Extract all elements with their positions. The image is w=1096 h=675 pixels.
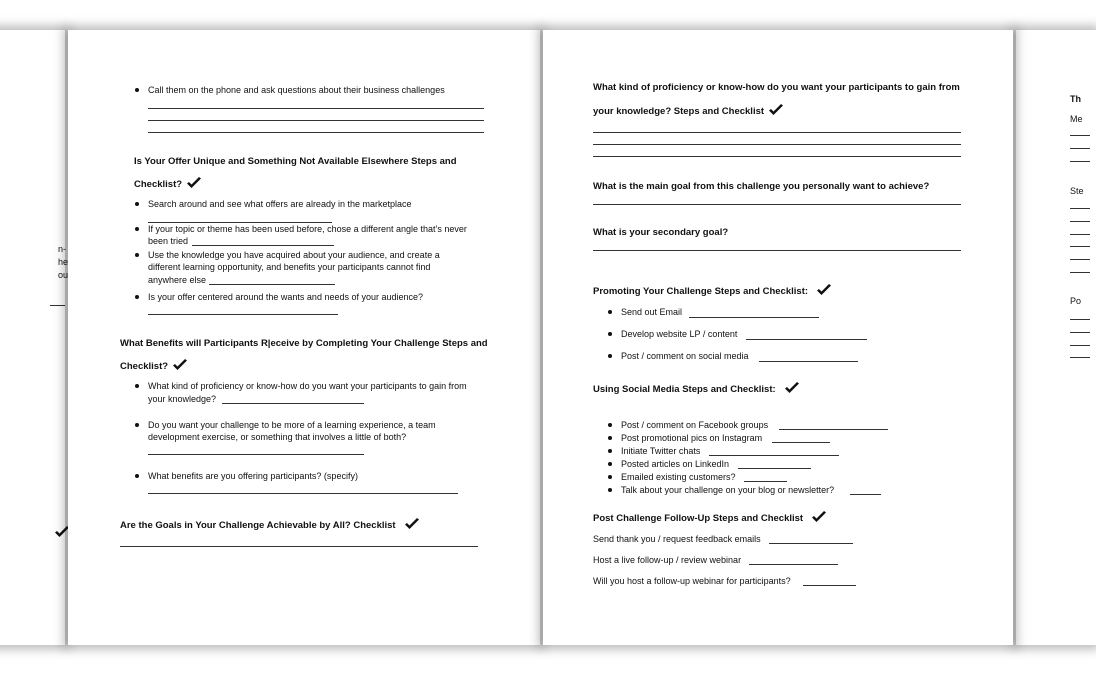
bullet-item: Post / comment on social media [621, 351, 749, 361]
bullet-item: Search around and see what offers are already in the marketplace [148, 199, 412, 209]
page-fragment: Po [1070, 296, 1082, 306]
checkmark-icon [784, 382, 800, 394]
fill-line [593, 144, 961, 145]
section-heading [593, 284, 832, 298]
checklist-item: Will you host a follow-up webinar for participants? [593, 576, 791, 586]
fill-line [689, 317, 819, 318]
bullet-continuation: your knowledge? [148, 394, 217, 404]
bullet-continuation: anywhere else [148, 275, 207, 285]
section-heading-text: Post Challenge Follow-Up Steps and Checklist [593, 513, 804, 524]
fill-line [1070, 272, 1090, 273]
bullet-continuation: development exercise, or something that involves a little of both? [148, 432, 407, 442]
fill-line [120, 546, 478, 547]
fill-line [1070, 246, 1090, 247]
fill-line [148, 493, 458, 494]
fill-line [593, 250, 961, 251]
fill-line [192, 245, 334, 246]
fill-line [850, 494, 881, 495]
fill-line [772, 442, 830, 443]
fill-line [148, 120, 484, 121]
section-heading [593, 382, 800, 396]
fill-line [1070, 161, 1090, 162]
bullet-item: Use the knowledge you have acquired about your audience, and create a [148, 250, 440, 260]
fill-line [148, 132, 484, 133]
checkmark-icon [768, 104, 784, 116]
question-heading: What kind of proficiency or know-how do you want your participants to gain from [593, 82, 960, 93]
fill-line [738, 468, 811, 469]
question-heading [593, 104, 784, 118]
section-heading: What Benefits will Participants R|eceive by Completing Your Challenge Steps and [120, 338, 488, 349]
checkmark-icon [811, 511, 827, 523]
bullet-item: Is your offer centered around the wants and needs of your audience? [148, 292, 424, 302]
section-heading [593, 511, 827, 525]
bullet-item: Post promotional pics on Instagram [621, 433, 763, 443]
fill-line [1070, 221, 1090, 222]
checklist-item: Host a live follow-up / review webinar [593, 555, 742, 565]
section-heading [134, 177, 202, 191]
question-heading: What is the main goal from this challenge you personally want to achieve? [593, 181, 930, 192]
bullet-item: Post / comment on Facebook groups [621, 420, 769, 430]
bullet-item: Do you want your challenge to be more of a learning experience, a team [148, 420, 436, 430]
bullet-item: What kind of proficiency or know-how do you want your participants to gain from [148, 381, 467, 391]
checklist-item: Send thank you / request feedback emails [593, 534, 761, 544]
section-heading-text: Using Social Media Steps and Checklist: [593, 384, 776, 395]
section-heading: Is Your Offer Unique and Something Not Available Elsewhere Steps and [134, 156, 457, 167]
fill-line [779, 429, 888, 430]
fill-line [1070, 148, 1090, 149]
section-heading [120, 359, 188, 373]
bullet-item: What benefits are you offering participants? (specify) [148, 471, 358, 481]
fill-line [1070, 208, 1090, 209]
checkmark-icon [186, 177, 202, 189]
bullet-item: If your topic or theme has been used before, chose a different angle that’s never [148, 224, 467, 234]
fill-line [209, 284, 335, 285]
document-page-1 [68, 30, 540, 645]
fill-line [148, 454, 364, 455]
checkmark-icon [404, 518, 420, 530]
right-page-partial [1016, 30, 1096, 645]
page-fragment: Me [1070, 114, 1083, 124]
bullet-item: Call them on the phone and ask questions about their business challenges [148, 85, 445, 95]
fill-line [709, 455, 839, 456]
fill-line [148, 108, 484, 109]
page-fragment: ou [58, 270, 69, 280]
fill-line [803, 585, 856, 586]
fill-line [593, 132, 961, 133]
fill-line [222, 403, 364, 404]
fill-line [746, 339, 867, 340]
fill-line [749, 564, 838, 565]
bullet-item: Posted articles on LinkedIn [621, 459, 730, 469]
section-heading-text: Checklist? [134, 179, 183, 190]
bullet-item: Emailed existing customers? [621, 472, 736, 482]
section-heading-text: Are the Goals in Your Challenge Achievable by All? Checklist [120, 520, 396, 531]
section-heading-text: Checklist? [120, 361, 169, 372]
left-page-partial [0, 30, 69, 645]
page-fragment: n- [58, 244, 67, 254]
checkmark-icon [172, 359, 188, 371]
fill-line [1070, 234, 1090, 235]
fill-line [1070, 135, 1090, 136]
fill-line [50, 305, 65, 306]
fill-line [769, 543, 853, 544]
bullet-item: Develop website LP / content [621, 329, 738, 339]
page-fragment: Ste [1070, 186, 1084, 196]
question-heading: What is your secondary goal? [593, 227, 729, 238]
bullet-item: Send out Email [621, 307, 683, 317]
fill-line [593, 204, 961, 205]
bullet-item: Initiate Twitter chats [621, 446, 701, 456]
document-page-2 [543, 30, 1013, 645]
question-heading-text: your knowledge? Steps and Checklist [593, 106, 765, 117]
fill-line [1070, 319, 1090, 320]
fill-line [148, 314, 338, 315]
fill-line [1070, 357, 1090, 358]
bullet-continuation: different learning opportunity, and benefits your participants cannot find [148, 262, 431, 272]
section-heading-text: Promoting Your Challenge Steps and Checklist: [593, 286, 809, 297]
page-fragment: Th [1070, 94, 1081, 104]
fill-line [593, 156, 961, 157]
fill-line [759, 361, 858, 362]
page-fragment: he [58, 257, 69, 267]
fill-line [1070, 259, 1090, 260]
fill-line [1070, 345, 1090, 346]
fill-line [1070, 332, 1090, 333]
checkmark-icon [816, 284, 832, 296]
fill-line [744, 481, 787, 482]
bullet-item: Talk about your challenge on your blog or newsletter? [621, 485, 835, 495]
section-heading [120, 518, 420, 532]
bullet-continuation: been tried [148, 236, 189, 246]
